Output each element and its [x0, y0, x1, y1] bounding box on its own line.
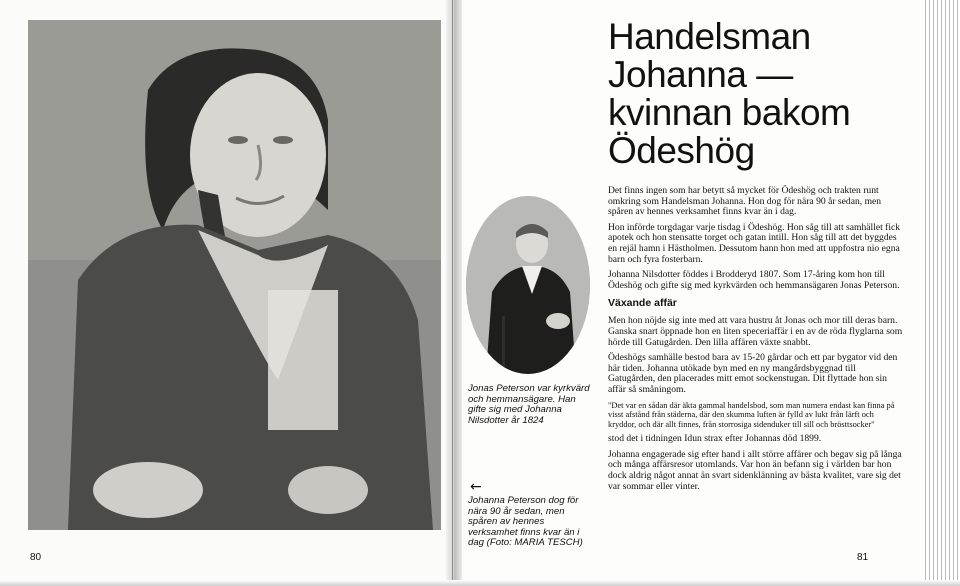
headline-line-2: Johanna —	[608, 54, 793, 95]
left-arrow-icon: ←	[470, 479, 482, 495]
article-subheading: Växande affär	[608, 297, 677, 310]
page-edges	[910, 0, 960, 586]
headline-line-3: kvinnan bakom	[608, 92, 851, 133]
article-paragraph-1: Det finns ingen som har betytt så mycket för Ödeshög och trakten runt omkring som Handelsman Johanna. Hon dog för nära 90 år sedan, men spåren av hennes verksamhet finns kvar än i dag.	[608, 185, 882, 218]
article-paragraph-4: Men hon nöjde sig inte med att vara hustru åt Jonas och mor till deras barn. Ganska snart öppnade hon en liten speceriaffär i en av de röda flyglarna som hörde till Gatugården. Den lilla affären växte snabbt.	[608, 315, 903, 348]
article-headline	[608, 18, 908, 170]
article-paragraph-6: stod det i tidningen Idun strax efter Johannas död 1899.	[608, 433, 822, 445]
article-paragraph-5: Ödeshögs samhälle bestod bara av 15-20 gårdar och ett par bygator vid den här tiden. Johanna utökade byn med en ny mangårdsbyggnad till Gatugården, den placerades mitt emot sockenstugan. Dit flyttade hon sin affär så småningom.	[608, 352, 898, 395]
page-gutter	[446, 0, 462, 586]
page-number-right: 81	[857, 552, 869, 563]
article-body	[608, 186, 904, 497]
article-paragraph-7: Johanna engagerade sig efter hand i allt större affärer och begav sig på långa och många affärsresor utomlands. Var hon än befann sig i världen bar hon dock aldrig något annat än svart sidenklänning av bästa kvalitet, vare sig det var sommar eller vinter.	[608, 448, 902, 492]
bottom-edge	[0, 580, 960, 586]
headline-line-4: Ödeshög	[608, 130, 755, 171]
caption-johanna-peterson: Johanna Peterson dog för nära 90 år sedan, men spåren av hennes verksamhet finns kvar än i dag (Foto: MARIA TESCH)	[468, 495, 583, 549]
article-quote: "Det var en sådan där äkta gammal handelsbod, som man numera endast kan finna på visst afstånd från städerna, där den skumma luften är fylld av lukt från lärft och kryddor, och där allt finnes, från storrosiga sidenduker till sill och brösttsocker"	[608, 400, 895, 429]
article-paragraph-3: Johanna Nilsdotter föddes i Brodderyd 1807. Som 17-åring kom hon till Ödeshög och gifte sig med kyrkvärden och hemmansägaren Jonas Peterson.	[608, 269, 900, 291]
headline-line-1: Handelsman	[608, 16, 811, 57]
caption-jonas-peterson: Jonas Peterson var kyrkvärd och hemmansägare. Han gifte sig med Johanna Nilsdotter år 1824	[468, 383, 590, 426]
photo-jonas-peterson	[466, 196, 590, 374]
article-paragraph-2: Hon införde torgdagar varje tisdag i Ödeshög. Hon såg till att samhället fick apotek och hon stensatte torget och gatan intill. Hon såg till att det byggdes en rejäl hamn i Hästholmen. Dessutom hann hon med att uppfostra nio egna barn och fyra fosterbarn.	[608, 221, 901, 265]
gutter-rule	[452, 0, 453, 586]
page-number-left: 80	[30, 552, 42, 563]
photo-johanna-peterson	[28, 20, 441, 530]
